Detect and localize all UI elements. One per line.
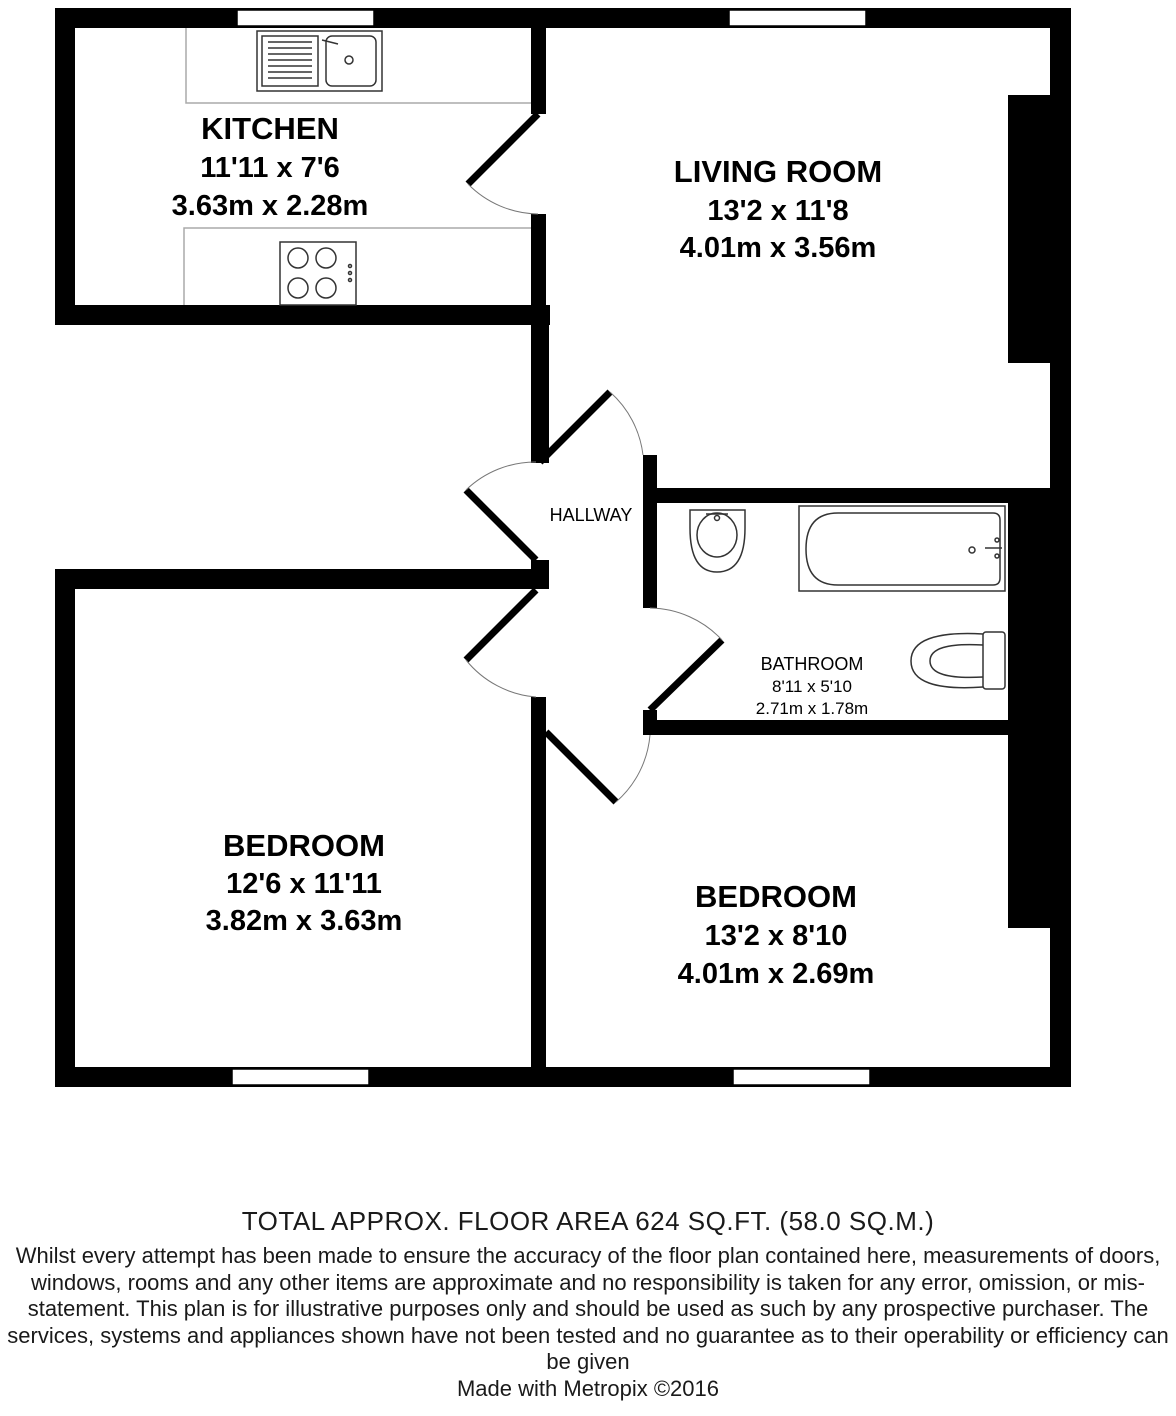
bedroom-1-window [232,1069,369,1085]
living-room-name: LIVING ROOM [673,154,883,189]
hob-icon [280,242,356,305]
kitchen-imperial: 11'11 x 7'6 [200,152,340,184]
bedroom-1-door [466,462,536,560]
living-room-door [540,392,643,462]
bedroom-1-metric: 3.82m x 3.63m [205,905,403,937]
bedroom-1-lower-door [466,590,536,697]
hallway-label [550,505,633,525]
bedroom-2-window [733,1069,870,1085]
bathroom-name: BATHROOM [760,654,864,674]
bedroom-1-name: BEDROOM [223,828,385,863]
bathroom-metric: 2.71m x 1.78m [755,699,869,718]
hallway-name: HALLWAY [549,505,633,525]
living-room-imperial: 13'2 x 11'8 [707,195,849,227]
metropix-credit: Made with Metropix ©2016 [456,1376,719,1401]
toilet-icon [911,632,1005,689]
kitchen-door [468,114,538,214]
doors [466,114,722,802]
bedroom-1-label [206,828,403,937]
living-room-metric: 4.01m x 3.56m [679,232,877,264]
living-room-label [674,154,882,264]
bathtub-icon [799,506,1005,591]
kitchen-label [172,111,369,222]
disclaimer-text: Whilst every attempt has been made to ensure the accuracy of the floor plan contained here, measurements of doors, windows, rooms and any other items are approximate and no responsibility is taken for any error, omission, or mis-statement. This plan is for illustrative purposes only and should be used as such by any prospective purchaser. The services, systems and appliances shown have not been tested and no guarantee as to their operability or efficiency can be given [7,1243,1169,1374]
bedroom-2-door [546,732,650,802]
bedroom-2-metric: 4.01m x 2.69m [677,958,875,990]
basin-icon [690,510,745,572]
kitchen-metric: 3.63m x 2.28m [171,190,369,222]
sink-icon [257,31,382,91]
bathroom-imperial: 8'11 x 5'10 [772,677,852,696]
kitchen-name: KITCHEN [201,111,339,146]
living-room-window [729,10,866,26]
bedroom-2-label [678,879,875,990]
bathroom-label [756,654,868,718]
bathroom-door [650,608,722,710]
bedroom-1-imperial: 12'6 x 11'11 [226,868,382,900]
kitchen-window [237,10,374,26]
total-floor-area: TOTAL APPROX. FLOOR AREA 624 SQ.FT. (58.0 SQ.M.) [241,1206,935,1236]
kitchen-lower-counter [184,228,531,305]
bedroom-2-name: BEDROOM [695,879,857,914]
bedroom-2-imperial: 13'2 x 8'10 [704,920,848,952]
